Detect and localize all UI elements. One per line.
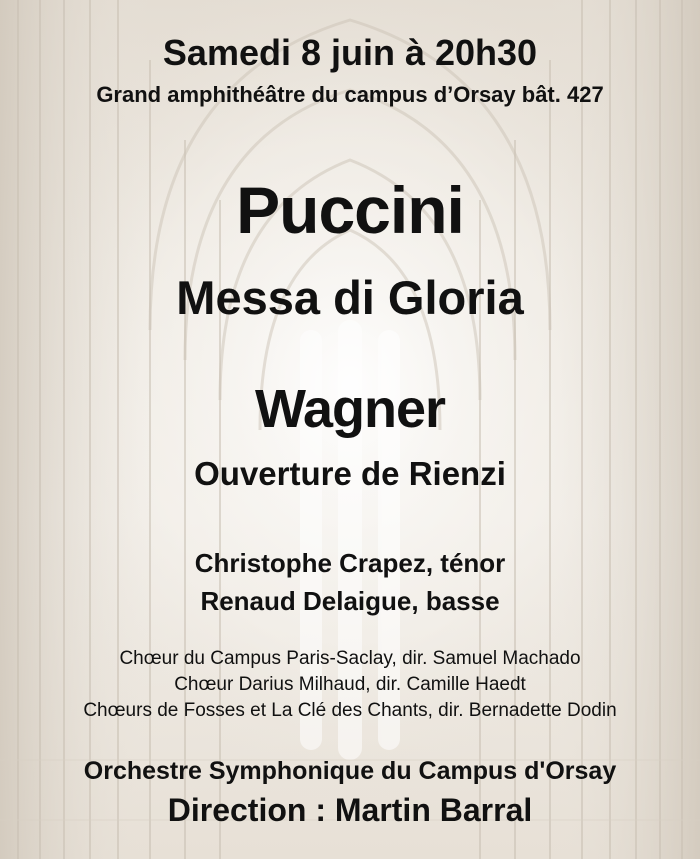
work-title: Ouverture de Rienzi <box>194 455 506 492</box>
composer-title: Wagner <box>254 379 445 439</box>
conductor-line: Direction : Martin Barral <box>167 792 533 828</box>
composer-title: Puccini <box>236 173 464 247</box>
soloist-line: Renaud Delaigue, basse <box>200 586 500 616</box>
work-title: Messa di Gloria <box>176 271 524 324</box>
soloist-line: Christophe Crapez, ténor <box>194 548 506 578</box>
choir-line: Chœur Darius Milhaud, dir. Camille Haedt <box>174 674 526 695</box>
orchestra-name: Orchestre Symphonique du Campus d'Orsay <box>83 757 617 785</box>
event-date-time: Samedi 8 juin à 20h30 <box>162 32 538 73</box>
event-venue: Grand amphithéâtre du campus d’Orsay bât. 427 <box>96 82 604 107</box>
choir-line: Chœur du Campus Paris-Saclay, dir. Samuel Machado <box>119 648 581 669</box>
choir-line: Chœurs de Fosses et La Clé des Chants, dir. Bernadette Dodin <box>83 700 617 721</box>
